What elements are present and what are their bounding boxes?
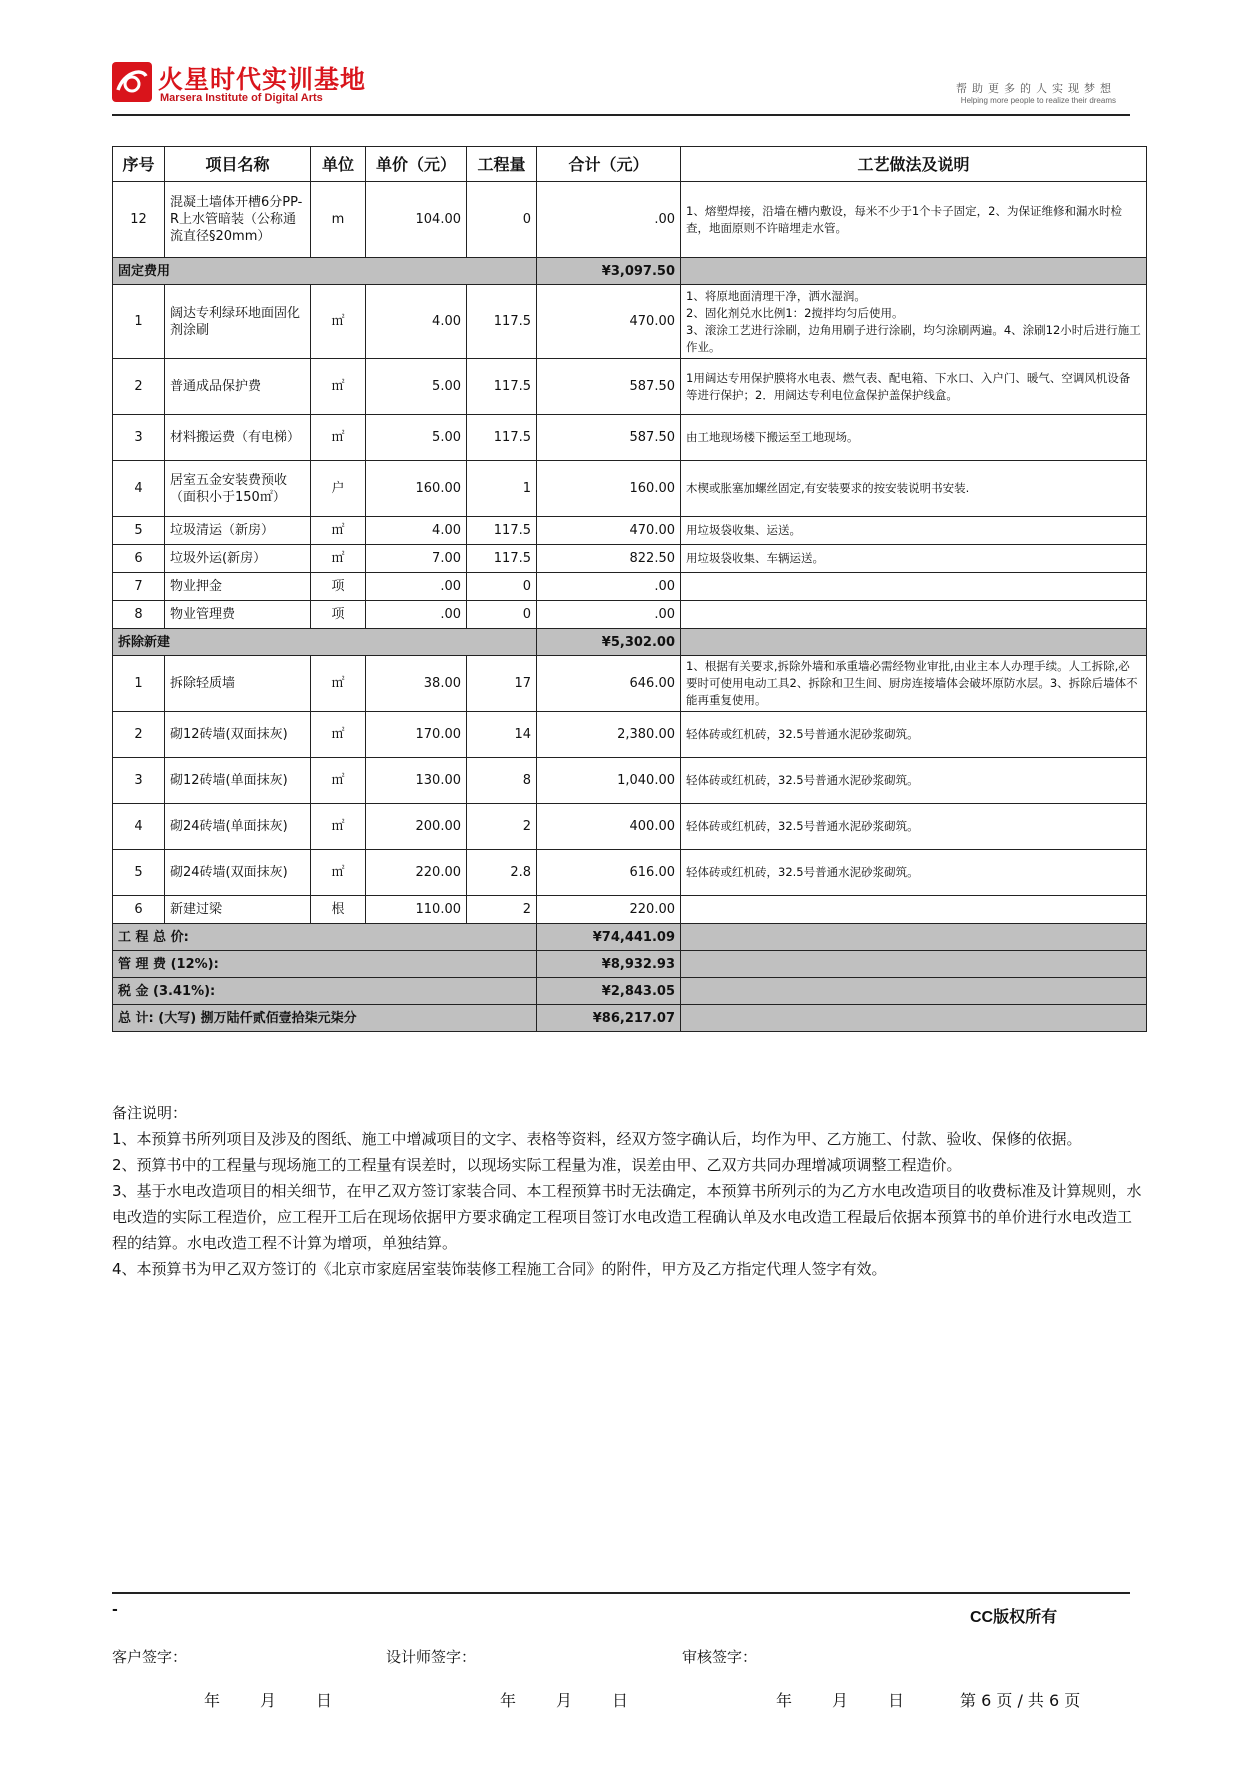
row-desc: 轻体砖或红机砖，32.5号普通水泥砂浆砌筑。 — [681, 758, 1147, 804]
summary-value: ¥86,217.07 — [537, 1005, 681, 1032]
header-unit: 单位 — [311, 147, 366, 182]
row-total: 822.50 — [537, 545, 681, 573]
section2-rows — [113, 656, 1147, 924]
table-row — [113, 415, 1147, 461]
row-unit: ㎡ — [311, 415, 366, 461]
row-price: 200.00 — [366, 804, 467, 850]
row-unit: 项 — [311, 601, 366, 629]
header-total: 合计（元） — [537, 147, 681, 182]
table-row — [113, 285, 1147, 359]
section-label: 固定费用 — [113, 258, 537, 285]
footer-copyright: CC版权所有 — [970, 1609, 1058, 1626]
row-qty: 2.8 — [467, 850, 537, 896]
row-name: 砌12砖墙(双面抹灰) — [165, 712, 311, 758]
row-total: 587.50 — [537, 359, 681, 415]
row-unit: 户 — [311, 461, 366, 517]
date-month: 月 — [260, 1691, 279, 1710]
row-price: 110.00 — [366, 896, 467, 924]
row-no: 6 — [113, 545, 165, 573]
page-header — [112, 58, 1130, 116]
row-desc — [681, 573, 1147, 601]
row-no: 1 — [113, 285, 165, 359]
row-name: 砌12砖墙(单面抹灰) — [165, 758, 311, 804]
row-desc: 木楔或胀塞加螺丝固定,有安装要求的按安装说明书安装. — [681, 461, 1147, 517]
row-price: 170.00 — [366, 712, 467, 758]
section-label: 拆除新建 — [113, 629, 537, 656]
row-unit: ㎡ — [311, 517, 366, 545]
row-total: .00 — [537, 601, 681, 629]
row-desc: 轻体砖或红机砖，32.5号普通水泥砂浆砌筑。 — [681, 850, 1147, 896]
row-unit: ㎡ — [311, 850, 366, 896]
row-total: 646.00 — [537, 656, 681, 712]
row-desc: 1、将原地面清理干净，洒水湿润。 2、固化剂兑水比例1：2搅拌均匀后使用。 3、滚涂工艺进行涂刷，边角用刷子进行涂刷，均匀涂刷两遍。4、涂刷12小时后进行施工作业。 — [681, 285, 1147, 359]
logo-chinese-text: 火星时代实训基地 — [158, 65, 367, 94]
date-year: 年 — [776, 1691, 795, 1710]
date-day: 日 — [888, 1691, 907, 1710]
summary-empty — [681, 1005, 1147, 1032]
row-unit: 项 — [311, 573, 366, 601]
row-desc: 1、根据有关要求,拆除外墙和承重墙必需经物业审批,由业主本人办理手续。人工拆除,必要时可使用电动工具2、拆除和卫生间、厨房连接墙体会破坏原防水层。3、拆除后墙体不能再重复使用。 — [681, 656, 1147, 712]
note-item-2: 2、预算书中的工程量与现场施工的工程量有误差时，以现场实际工程量为准，误差由甲、乙双方共同办理增减项调整工程造价。 — [112, 1156, 962, 1174]
date-day: 日 — [612, 1691, 631, 1710]
row-total: 160.00 — [537, 461, 681, 517]
row-name: 新建过梁 — [165, 896, 311, 924]
row-price: 4.00 — [366, 285, 467, 359]
row-desc: 由工地现场楼下搬运至工地现场。 — [681, 415, 1147, 461]
row-desc: 用垃圾袋收集、运送。 — [681, 517, 1147, 545]
row-total: 616.00 — [537, 850, 681, 896]
table-header-row — [113, 147, 1147, 182]
row-qty: 2 — [467, 804, 537, 850]
row-total: 1,040.00 — [537, 758, 681, 804]
row-name: 物业押金 — [165, 573, 311, 601]
row-price: 4.00 — [366, 517, 467, 545]
row-name: 普通成品保护费 — [165, 359, 311, 415]
row-total: 2,380.00 — [537, 712, 681, 758]
row-name: 材料搬运费（有电梯） — [165, 415, 311, 461]
row-name: 垃圾清运（新房） — [165, 517, 311, 545]
row-unit: 根 — [311, 896, 366, 924]
row-desc — [681, 601, 1147, 629]
table-row — [113, 359, 1147, 415]
row-total: 587.50 — [537, 415, 681, 461]
row-price: 104.00 — [366, 182, 467, 258]
summary-empty — [681, 924, 1147, 951]
summary-row — [113, 978, 1147, 1005]
note-item-1: 1、本预算书所列项目及涉及的图纸、施工中增减项目的文字、表格等资料，经双方签字确认后，均作为甲、乙方施工、付款、验收、保修的依据。 — [112, 1130, 1082, 1148]
table-row — [113, 461, 1147, 517]
row-total: 220.00 — [537, 896, 681, 924]
budget-table — [112, 146, 1147, 1032]
summary-label: 管 理 费 (12%): — [113, 951, 537, 978]
header-name: 项目名称 — [165, 147, 311, 182]
review-signature-label: 审核签字： — [682, 1648, 758, 1666]
section1-rows — [113, 285, 1147, 629]
row-price: .00 — [366, 601, 467, 629]
section-empty — [681, 629, 1147, 656]
summary-rows — [113, 924, 1147, 1032]
review-date — [776, 1688, 906, 1711]
row-desc: 轻体砖或红机砖，32.5号普通水泥砂浆砌筑。 — [681, 804, 1147, 850]
row-name: 砌24砖墙(单面抹灰) — [165, 804, 311, 850]
header-price: 单价（元） — [366, 147, 467, 182]
table-row — [113, 573, 1147, 601]
table-row — [113, 758, 1147, 804]
row-qty: 0 — [467, 573, 537, 601]
slogan-english: Helping more people to realize their dreams — [960, 96, 1116, 105]
row-name: 混凝土墙体开槽6分PP-R上水管暗装（公称通流直径§20mm） — [165, 182, 311, 258]
row-unit: ㎡ — [311, 758, 366, 804]
table-row — [113, 712, 1147, 758]
row-qty: 117.5 — [467, 359, 537, 415]
customer-signature-label: 客户签字： — [112, 1648, 188, 1666]
row-price: .00 — [366, 573, 467, 601]
row-qty: 14 — [467, 712, 537, 758]
notes-title: 备注说明： — [112, 1104, 188, 1122]
table-row — [113, 182, 1147, 258]
summary-value: ¥2,843.05 — [537, 978, 681, 1005]
table-row — [113, 517, 1147, 545]
row-no: 7 — [113, 573, 165, 601]
row-unit: ㎡ — [311, 359, 366, 415]
row-unit: ㎡ — [311, 545, 366, 573]
summary-label: 总 计: (大写) 捌万陆仟贰佰壹拾柒元柒分 — [113, 1005, 537, 1032]
row-desc: 1、熔塑焊接，沿墙在槽内敷设，每米不少于1个卡子固定，2、为保证维修和漏水时检查，地面原则不许暗埋走水管。 — [681, 182, 1147, 258]
summary-empty — [681, 951, 1147, 978]
row-unit: ㎡ — [311, 804, 366, 850]
summary-empty — [681, 978, 1147, 1005]
row-no: 3 — [113, 758, 165, 804]
header-desc: 工艺做法及说明 — [681, 147, 1147, 182]
row-no: 2 — [113, 712, 165, 758]
row-qty: 8 — [467, 758, 537, 804]
row-no: 5 — [113, 850, 165, 896]
date-year: 年 — [204, 1691, 223, 1710]
section-total: ¥5,302.00 — [537, 629, 681, 656]
row-name: 物业管理费 — [165, 601, 311, 629]
row-price: 220.00 — [366, 850, 467, 896]
row-qty: 117.5 — [467, 545, 537, 573]
row-total: .00 — [537, 182, 681, 258]
designer-date — [500, 1688, 630, 1711]
table-row — [113, 804, 1147, 850]
row-desc: 1用阔达专用保护膜将水电表、燃气表、配电箱、下水口、入户门、暖气、空调风机设备等进行保护；2．用阔达专利电位盒保护盖保护线盒。 — [681, 359, 1147, 415]
row-total: 470.00 — [537, 517, 681, 545]
marsera-logo-icon — [112, 62, 152, 102]
summary-row — [113, 924, 1147, 951]
table-row — [113, 601, 1147, 629]
section-row-fixed-fees — [113, 258, 1147, 285]
customer-date — [204, 1688, 334, 1711]
row-total: 470.00 — [537, 285, 681, 359]
row-price: 160.00 — [366, 461, 467, 517]
summary-label: 工 程 总 价: — [113, 924, 537, 951]
row-no: 6 — [113, 896, 165, 924]
row-no: 4 — [113, 461, 165, 517]
row-desc: 用垃圾袋收集、车辆运送。 — [681, 545, 1147, 573]
footer-dash: - — [112, 1602, 118, 1618]
row-name: 垃圾外运(新房） — [165, 545, 311, 573]
row-qty: 1 — [467, 461, 537, 517]
row-qty: 2 — [467, 896, 537, 924]
row-qty: 117.5 — [467, 517, 537, 545]
row-total: .00 — [537, 573, 681, 601]
row-unit: ㎡ — [311, 712, 366, 758]
header-qty: 工程量 — [467, 147, 537, 182]
logo-english-text: Marsera Institute of Digital Arts — [160, 92, 323, 104]
row-total: 400.00 — [537, 804, 681, 850]
row-price: 130.00 — [366, 758, 467, 804]
row-name: 拆除轻质墙 — [165, 656, 311, 712]
row-unit: ㎡ — [311, 656, 366, 712]
table-row — [113, 545, 1147, 573]
row-no: 5 — [113, 517, 165, 545]
note-item-3: 3、基于水电改造项目的相关细节，在甲乙双方签订家装合同、本工程预算书时无法确定，本预算书所列示的为乙方水电改造项目的收费标准及计算规则，水电改造的实际工程造价，应工程开工后在现场依据甲方要求确定工程项目签订水电改造工程确认单及水电改造工程最后依据本预算书的单价进行水电改造工程的结算。水电改造工程不计算为增项，单独结算。 — [112, 1182, 1142, 1252]
note-item-4: 4、本预算书为甲乙双方签订的《北京市家庭居室装饰装修工程施工合同》的附件，甲方及乙方指定代理人签字有效。 — [112, 1260, 887, 1278]
summary-value: ¥8,932.93 — [537, 951, 681, 978]
row-no: 3 — [113, 415, 165, 461]
row-price: 5.00 — [366, 415, 467, 461]
row-name: 砌24砖墙(双面抹灰) — [165, 850, 311, 896]
section-row-demolition — [113, 629, 1147, 656]
row-unit: ㎡ — [311, 285, 366, 359]
row-no: 1 — [113, 656, 165, 712]
date-month: 月 — [556, 1691, 575, 1710]
summary-row — [113, 951, 1147, 978]
section-total: ¥3,097.50 — [537, 258, 681, 285]
designer-signature-label: 设计师签字： — [386, 1648, 477, 1666]
row-qty: 0 — [467, 601, 537, 629]
row-desc — [681, 896, 1147, 924]
row-no: 8 — [113, 601, 165, 629]
date-year: 年 — [500, 1691, 519, 1710]
table-row — [113, 656, 1147, 712]
row-qty: 0 — [467, 182, 537, 258]
row-no: 4 — [113, 804, 165, 850]
row-unit: m — [311, 182, 366, 258]
row-name: 居室五金安装费预收（面积小于150㎡） — [165, 461, 311, 517]
summary-value: ¥74,441.09 — [537, 924, 681, 951]
date-month: 月 — [832, 1691, 851, 1710]
slogan-chinese: 帮助更多的人实现梦想 — [956, 82, 1116, 95]
row-name: 阔达专利绿环地面固化剂涂刷 — [165, 285, 311, 359]
notes-section — [112, 1100, 1142, 1282]
table-row — [113, 896, 1147, 924]
row-no: 2 — [113, 359, 165, 415]
row-desc: 轻体砖或红机砖，32.5号普通水泥砂浆砌筑。 — [681, 712, 1147, 758]
row-qty: 17 — [467, 656, 537, 712]
summary-label: 税 金 (3.41%): — [113, 978, 537, 1005]
header-no: 序号 — [113, 147, 165, 182]
section-empty — [681, 258, 1147, 285]
row-price: 38.00 — [366, 656, 467, 712]
summary-row — [113, 1005, 1147, 1032]
page-number: 第 6 页 / 共 6 页 — [960, 1691, 1081, 1710]
footer-divider — [112, 1592, 1130, 1594]
row-qty: 117.5 — [467, 415, 537, 461]
row-qty: 117.5 — [467, 285, 537, 359]
date-day: 日 — [316, 1691, 335, 1710]
row-no: 12 — [113, 182, 165, 258]
row-price: 7.00 — [366, 545, 467, 573]
table-row — [113, 850, 1147, 896]
row-price: 5.00 — [366, 359, 467, 415]
